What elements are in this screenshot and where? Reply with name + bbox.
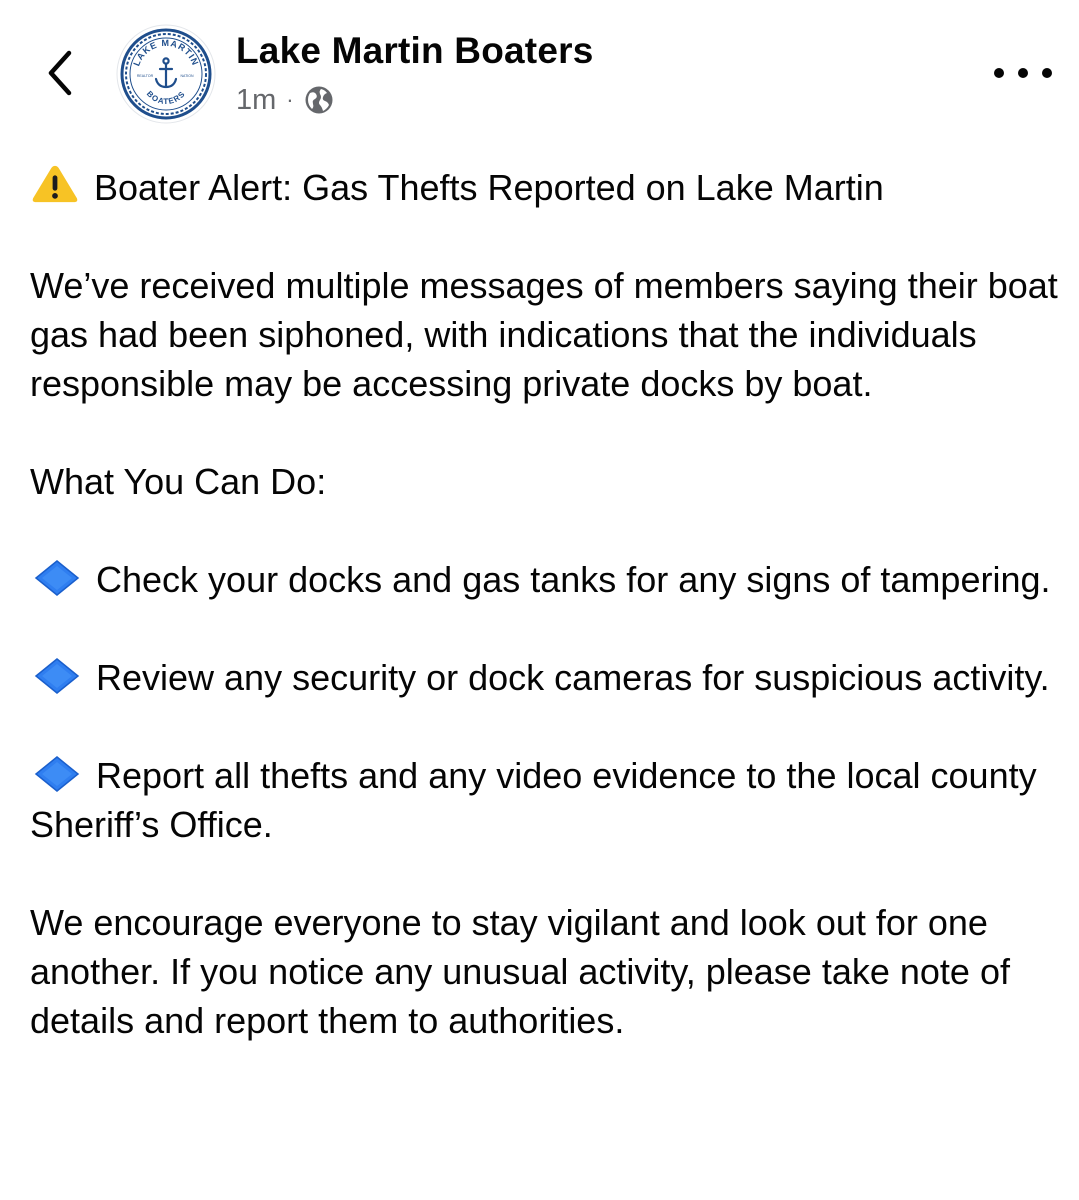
bullet-item <box>30 653 1060 702</box>
post-timestamp[interactable]: 1m <box>236 83 277 116</box>
post-title-line <box>30 163 1060 212</box>
blue-diamond-icon <box>34 658 80 694</box>
section-heading: What You Can Do: <box>30 461 327 502</box>
post-title: Boater Alert: Gas Thefts Reported on Lake Martin <box>94 167 884 208</box>
logo-bottom-text: BOATERS <box>144 89 188 107</box>
globe-icon[interactable] <box>304 85 334 115</box>
post-meta <box>236 82 334 118</box>
warning-icon <box>30 164 80 204</box>
logo-right-text: NATION <box>180 74 194 78</box>
bullet-item <box>30 751 1060 849</box>
post-body <box>30 163 1060 1045</box>
bullet-item <box>30 555 1060 604</box>
post-closing: We encourage everyone to stay vigilant and look out for one another. If you notice any unusual activity, please take note of details and report them to authorities. <box>30 902 1010 1041</box>
logo-top-text: LAKE MARTIN <box>131 37 201 68</box>
ellipsis-icon-dot <box>994 68 1004 78</box>
page-name[interactable]: Lake Martin Boaters <box>236 30 594 71</box>
ellipsis-icon-dot <box>1042 68 1052 78</box>
lake-martin-logo <box>116 24 216 124</box>
bullet-text: Check your docks and gas tanks for any signs of tampering. <box>96 559 1051 600</box>
blue-diamond-icon <box>34 756 80 792</box>
page-avatar[interactable] <box>116 24 216 124</box>
chevron-left-icon <box>45 49 75 97</box>
post-intro: We’ve received multiple messages of members saying their boat gas had been siphoned, with indications that the individuals responsible may be accessing private docks by boat. <box>30 265 1058 404</box>
back-button[interactable] <box>36 44 84 102</box>
more-options-button[interactable] <box>994 58 1052 88</box>
logo-left-text: REALTOR <box>136 74 154 78</box>
bullet-text: Review any security or dock cameras for suspicious activity. <box>96 657 1050 698</box>
blue-diamond-icon <box>34 560 80 596</box>
meta-separator: · <box>286 87 294 112</box>
ellipsis-icon-dot <box>1018 68 1028 78</box>
bullet-text: Report all thefts and any video evidence to the local county Sheriff’s Office. <box>30 755 1037 845</box>
